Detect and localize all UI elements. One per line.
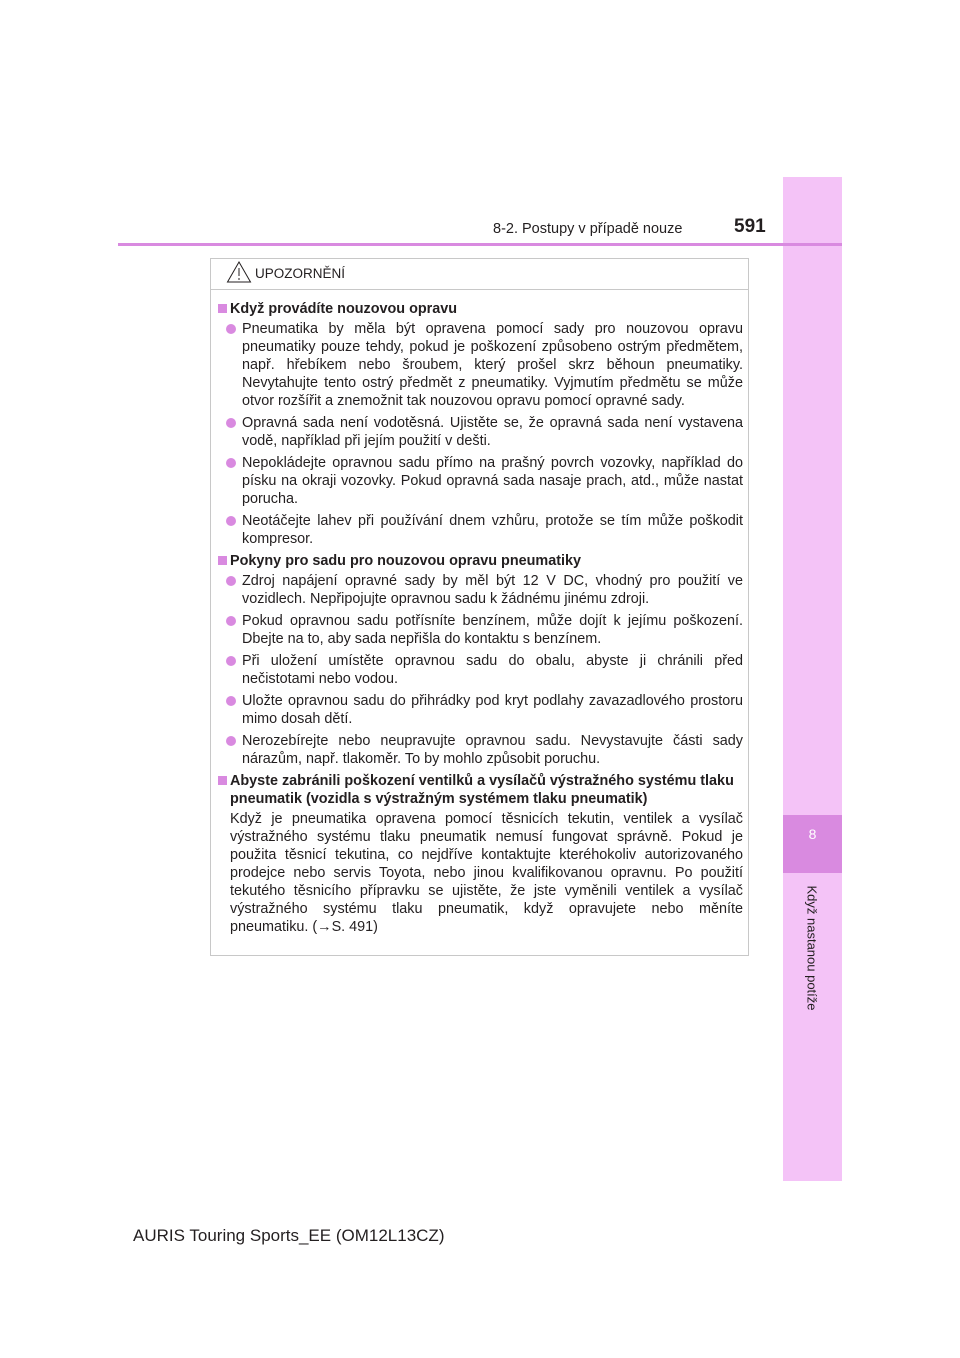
warning-triangle-icon [226, 260, 252, 284]
list-item: Pneumatika by měla být opravena pomocí sady pro nouzovou opravu pneumatiky pouze tehdy, pokud je poškození způsobeno ostrým předmětem, např. hřebíkem nebo šroubem, který prošel skrz běhoun pneumatiky. Nevytahujte tento ostrý předmět z pneumatiky. Vyjmutím předmětu se může otvor rozšířit a znemožnit tak nouzovou opravu pomocí opravné sady. [218, 320, 743, 410]
section-emergency-repair [218, 300, 743, 548]
round-bullet-icon [226, 696, 236, 706]
footer-model-code: AURIS Touring Sports_EE (OM12L13CZ) [133, 1226, 445, 1245]
list-item: Uložte opravnou sadu do přihrádky pod kryt podlahy zavazadlového prostoru mimo dosah dětí. [218, 692, 743, 728]
square-bullet-icon [218, 304, 227, 313]
list-item: Při uložení umístěte opravnou sadu do obalu, abyste ji chránili před nečistotami nebo vodou. [218, 652, 743, 688]
warning-content [218, 300, 743, 940]
section-paragraph: Když je pneumatika opravena pomocí těsnicích tekutin, ventilek a vysílač výstražného systému tlaku pneumatik nemusí fungovat správně. Pokud je použita těsnicí tekutina, co nejdříve kontaktujte kteréhokoliv autorizovaného prodejce nebo servis Toyota, nebo jinou kvalifikovanou opravnu. Po použití tekutého těsnicího přípravku se ujistěte, že jste vyměnili ventilek a vysílač výstražného systému tlaku pneumatik, když opravujete nebo měníte pneumatiku. (→S. 491) [230, 811, 743, 935]
list-item: Zdroj napájení opravné sady by měl být 12 V DC, vhodný pro použití ve vozidlech. Nepřipojujte opravnou sadu k žádnému jinému zdroji. [218, 572, 743, 608]
square-bullet-icon [218, 556, 227, 565]
page-number: 591 [734, 216, 766, 237]
warning-header [211, 259, 748, 290]
section-heading: Pokyny pro sadu pro nouzovou opravu pneumatiky [218, 552, 743, 570]
section-heading: Když provádíte nouzovou opravu [218, 300, 743, 318]
section-title: 8-2. Postupy v případě nouze [493, 221, 683, 237]
chapter-title: Když nastanou potíže [804, 885, 820, 1011]
round-bullet-icon [226, 736, 236, 746]
list-item: Pokud opravnou sadu potřísníte benzínem, může dojít k jejímu poškození. Dbejte na to, aby sada nepřišla do kontaktu s benzínem. [218, 612, 743, 648]
warning-title: UPOZORNĚNÍ [255, 266, 346, 281]
round-bullet-icon [226, 656, 236, 666]
square-bullet-icon [218, 776, 227, 785]
chapter-number-block [783, 815, 842, 873]
round-bullet-icon [226, 616, 236, 626]
section-heading: Abyste zabránili poškození ventilků a vysílačů výstražného systému tlaku pneumatik (vozidla s výstražným systémem tlaku pneumatik) [218, 772, 743, 808]
round-bullet-icon [226, 516, 236, 526]
list-item: Neotáčejte lahev při používání dnem vzhůru, protože se tím může poškodit kompresor. [218, 512, 743, 548]
round-bullet-icon [226, 324, 236, 334]
header-divider [118, 243, 842, 246]
chapter-side-tab [783, 177, 842, 1181]
chapter-number: 8 [808, 826, 817, 842]
list-item: Opravná sada není vodotěsná. Ujistěte se, že opravná sada není vystavena vodě, například při jejím použití v dešti. [218, 414, 743, 450]
section-repair-kit-notes [218, 552, 743, 768]
section-tpms-protection [218, 772, 743, 936]
round-bullet-icon [226, 576, 236, 586]
round-bullet-icon [226, 418, 236, 428]
list-item: Nepokládejte opravnou sadu přímo na prašný povrch vozovky, například do písku na okraji vozovky. Pokud opravná sada nasaje prach, atd., může nastat porucha. [218, 454, 743, 508]
list-item: Nerozebírejte nebo neupravujte opravnou sadu. Nevystavujte části sady nárazům, např. tlakoměr. To by mohlo způsobit poruchu. [218, 732, 743, 768]
round-bullet-icon [226, 458, 236, 468]
